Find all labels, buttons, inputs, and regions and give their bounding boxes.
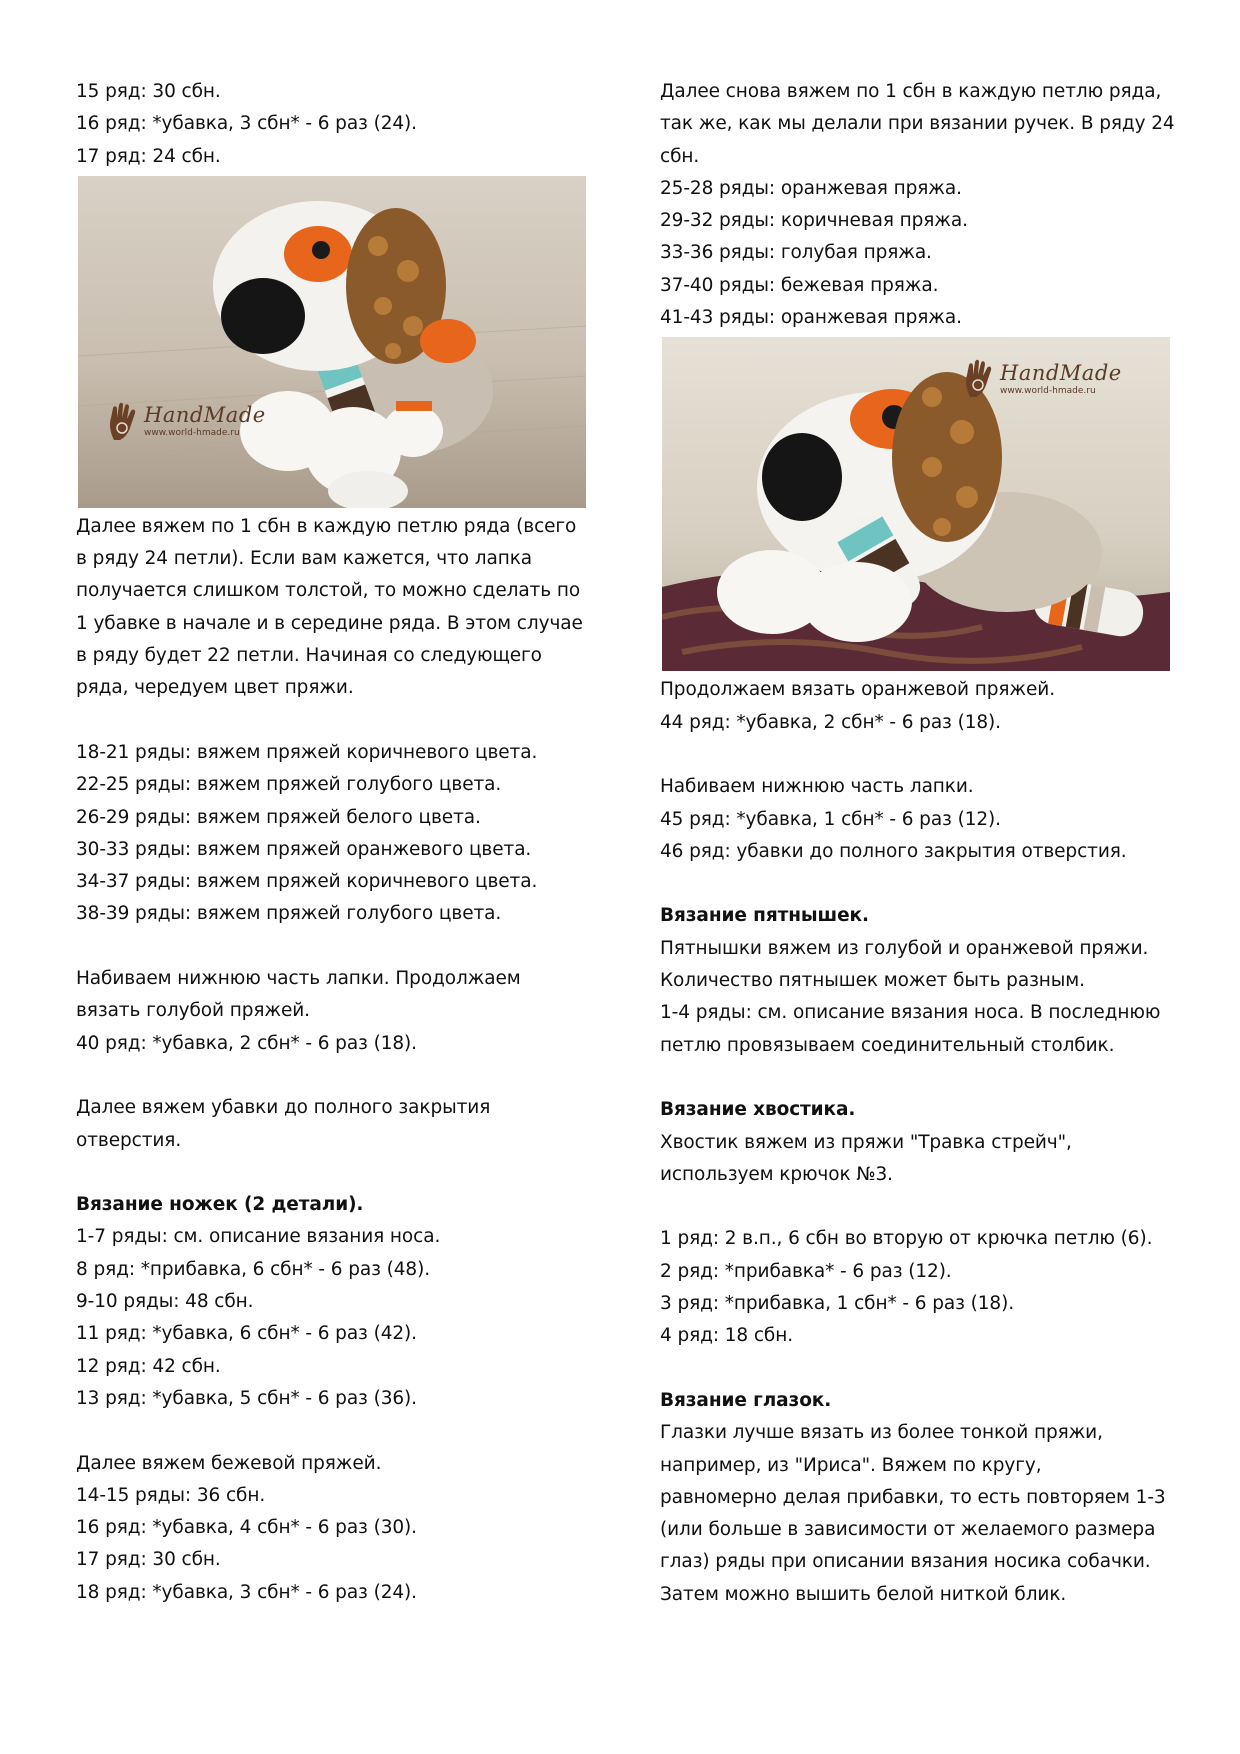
text-line: вязать голубой пряжей. <box>76 1000 310 1022</box>
dog-photo-lying <box>662 337 1170 671</box>
text-line: 3 ряд: *прибавка, 1 сбн* - 6 раз (18). <box>660 1293 1014 1315</box>
text-line: 46 ряд: убавки до полного закрытия отверстия. <box>660 840 1127 862</box>
text-line: 18-21 ряды: вяжем пряжей коричневого цвета. <box>76 741 538 763</box>
text-line: 12 ряд: 42 сбн. <box>76 1355 221 1377</box>
stuffing-paragraph <box>76 963 596 1060</box>
text-line: 14-15 ряды: 36 сбн. <box>76 1484 266 1506</box>
beige-section <box>76 1448 596 1609</box>
eyes-section <box>660 1385 1180 1611</box>
text-line: сбн. <box>660 145 700 167</box>
text-line: 8 ряд: *прибавка, 6 сбн* - 6 раз (48). <box>76 1258 430 1280</box>
text-line: получается слишком толстой, то можно сделать по <box>76 580 581 602</box>
text-line: в ряду будет 22 петли. Начиная со следующего <box>76 645 542 667</box>
watermark-url: www.world-hmade.ru <box>1000 385 1096 396</box>
text-line: 26-29 ряды: вяжем пряжей белого цвета. <box>76 806 481 828</box>
watermark-url: www.world-hmade.ru <box>144 428 240 439</box>
left-column <box>76 76 596 1609</box>
section-heading: Вязание глазок. <box>660 1389 832 1411</box>
intro-paragraph <box>660 76 1180 334</box>
text-line: 15 ряд: 30 сбн. <box>76 81 221 102</box>
text-line: 17 ряд: 24 сбн. <box>76 145 221 167</box>
text-line: в ряду 24 петли). Если вам кажется, что лапка <box>76 548 533 570</box>
closing-paragraph <box>76 1092 596 1157</box>
text-line: 18 ряд: *убавка, 3 сбн* - 6 раз (24). <box>76 1581 417 1603</box>
hand-logo-icon <box>962 359 996 399</box>
text-line: используем крючок №3. <box>660 1163 893 1185</box>
text-line: 16 ряд: *убавка, 4 сбн* - 6 раз (30). <box>76 1517 417 1539</box>
text-line: 41-43 ряды: оранжевая пряжа. <box>660 307 962 329</box>
text-line: Хвостик вяжем из пряжи "Травка стрейч", <box>660 1131 1072 1153</box>
section-heading: Вязание ножек (2 детали). <box>76 1194 364 1216</box>
legs-section <box>76 1189 596 1415</box>
text-line: 1 убавке в начале и в середине ряда. В этом случае <box>76 612 583 634</box>
watermark-brand: HandMade <box>144 403 266 428</box>
text-line: Далее вяжем убавки до полного закрытия <box>76 1097 491 1119</box>
section-heading: Вязание хвостика. <box>660 1099 856 1121</box>
text-line: 13 ряд: *убавка, 5 сбн* - 6 раз (36). <box>76 1387 417 1409</box>
rows-15-17 <box>76 76 596 173</box>
text-line: 16 ряд: *убавка, 3 сбн* - 6 раз (24). <box>76 113 417 135</box>
text-line: ряда, чередуем цвет пряжи. <box>76 677 354 699</box>
tail-section <box>660 1094 1180 1191</box>
text-line: (или больше в зависимости от желаемого размера <box>660 1519 1156 1541</box>
text-line: 33-36 ряды: голубая пряжа. <box>660 242 932 264</box>
text-line: Набиваем нижнюю часть лапки. <box>660 776 974 798</box>
text-line: 29-32 ряды: коричневая пряжа. <box>660 210 968 232</box>
text-line: Далее вяжем бежевой пряжей. <box>76 1452 382 1474</box>
text-line: 37-40 ряды: бежевая пряжа. <box>660 274 939 296</box>
text-line: равномерно делая прибавки, то есть повторяем 1-3 <box>660 1486 1166 1508</box>
tail-rows <box>660 1223 1180 1352</box>
color-rows-list <box>76 737 596 931</box>
text-line: Продолжаем вязать оранжевой пряжей. <box>660 679 1055 701</box>
text-line: 1-7 ряды: см. описание вязания носа. <box>76 1226 441 1248</box>
paragraph-after-photo <box>76 511 596 705</box>
text-line: отверстия. <box>76 1129 182 1151</box>
section-heading: Вязание пятнышек. <box>660 905 869 927</box>
text-line: Пятнышки вяжем из голубой и оранжевой пряжи. <box>660 937 1149 959</box>
hand-logo-icon <box>106 402 140 442</box>
text-line: 45 ряд: *убавка, 1 сбн* - 6 раз (12). <box>660 808 1001 830</box>
handmade-watermark <box>106 402 266 442</box>
text-line: например, из "Ириса". Вяжем по кругу, <box>660 1454 1042 1476</box>
text-line: 44 ряд: *убавка, 2 сбн* - 6 раз (18). <box>660 711 1001 733</box>
text-line: глаз) ряды при описании вязания носика собачки. <box>660 1551 1151 1573</box>
text-line: 22-25 ряды: вяжем пряжей голубого цвета. <box>76 774 502 796</box>
text-line: 1-4 ряды: см. описание вязания носа. В последнюю <box>660 1002 1161 1024</box>
dog-photo-sitting <box>78 176 586 508</box>
text-line: так же, как мы делали при вязании ручек. В ряду 24 <box>660 113 1175 135</box>
watermark-brand: HandMade <box>1000 360 1122 385</box>
handmade-watermark <box>962 359 1122 399</box>
stuffing-paragraph <box>660 771 1180 868</box>
text-line: Количество пятнышек может быть разным. <box>660 970 1085 992</box>
text-line: Затем можно вышить белой ниткой блик. <box>660 1583 1067 1605</box>
text-line: 4 ряд: 18 сбн. <box>660 1325 794 1347</box>
text-line: 1 ряд: 2 в.п., 6 сбн во вторую от крючка петлю (6). <box>660 1228 1153 1250</box>
orange-paragraph <box>660 674 1180 739</box>
text-line: Далее вяжем по 1 сбн в каждую петлю ряда (всего <box>76 515 577 537</box>
text-line: Набиваем нижнюю часть лапки. Продолжаем <box>76 968 521 990</box>
text-line: 40 ряд: *убавка, 2 сбн* - 6 раз (18). <box>76 1032 417 1054</box>
text-line: 11 ряд: *убавка, 6 сбн* - 6 раз (42). <box>76 1323 417 1345</box>
text-line: Глазки лучше вязать из более тонкой пряжи, <box>660 1422 1103 1444</box>
text-line: 25-28 ряды: оранжевая пряжа. <box>660 177 962 199</box>
text-line: Далее снова вяжем по 1 сбн в каждую петлю ряда, <box>660 81 1162 102</box>
spots-section <box>660 900 1180 1061</box>
right-column <box>660 76 1180 1611</box>
text-line: 34-37 ряды: вяжем пряжей коричневого цвета. <box>76 871 538 893</box>
text-line: 38-39 ряды: вяжем пряжей голубого цвета. <box>76 903 502 925</box>
text-line: 17 ряд: 30 сбн. <box>76 1549 221 1571</box>
text-line: 9-10 ряды: 48 сбн. <box>76 1291 254 1313</box>
text-line: петлю провязываем соединительный столбик. <box>660 1034 1115 1056</box>
text-line: 2 ряд: *прибавка* - 6 раз (12). <box>660 1260 952 1282</box>
text-line: 30-33 ряды: вяжем пряжей оранжевого цвета. <box>76 838 532 860</box>
